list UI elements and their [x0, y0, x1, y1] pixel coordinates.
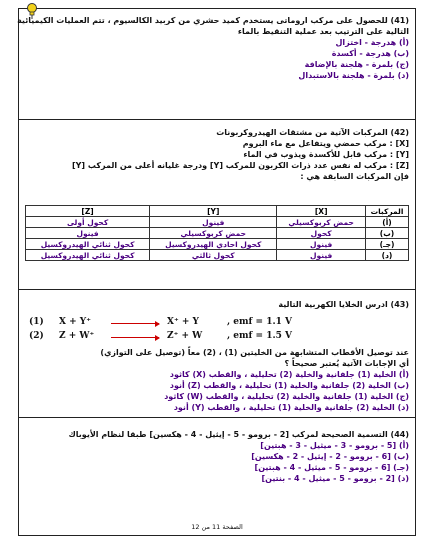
- question-stem: (43) ادرس الخلايا الكهربية التالية: [278, 300, 409, 309]
- option-d[interactable]: (د) بلمرة - هلجنة بالاستبدال: [298, 71, 409, 80]
- option-a[interactable]: (أ) [5 - برومو - 3 - ميثيل - 3 - هبتين]: [260, 441, 409, 450]
- equation-reactants: X + Y⁺: [59, 317, 91, 327]
- table-cell: كحول ثنائي الهيدروكسيل: [26, 239, 150, 250]
- table-row[interactable]: [26, 228, 409, 239]
- divider: [19, 417, 415, 418]
- table-cell: فينول: [277, 239, 366, 250]
- question-stem: التالية على الترتيب بعد عملية التنقيط بالماء: [237, 27, 409, 36]
- option-b[interactable]: (ب) الخلية (2) جلفانية والخلية (1) تحليلية ، والقطب (Z) أنود: [169, 381, 409, 390]
- table-row[interactable]: [26, 239, 409, 250]
- option-d[interactable]: (د) الخلية (2) جلفانية والخلية (1) تحليلية ، والقطب (Y) أنود: [173, 403, 409, 412]
- question-stem: (41) للحصول على مركب اروماتى يستخدم كميد حشري من كربيد الكالسيوم ، تتم العمليات الكيميائية: [17, 16, 409, 25]
- compounds-table: [25, 205, 409, 261]
- question-42: [25, 127, 409, 260]
- equation-number: (1): [29, 317, 44, 327]
- table-cell: فينول: [26, 228, 150, 239]
- question-prompt: أي الإجابات الآتية يُعتبر صحيحاً ؟: [284, 359, 409, 368]
- divider: [19, 289, 415, 290]
- option-b[interactable]: (ب) هدرجة - أكسدة: [331, 49, 409, 58]
- equation-reactants: Z + W⁺: [59, 331, 95, 341]
- equation-emf: , emf = 1.5 V: [227, 331, 292, 341]
- row-label: (جـ): [366, 239, 409, 250]
- option-c[interactable]: (جـ) [6 - برومو - 5 - ميثيل - 4 - هبتين]: [254, 463, 409, 472]
- row-label: (ب): [366, 228, 409, 239]
- table-cell: كحول احادي الهيدروكسيل: [150, 239, 277, 250]
- equation-emf: , emf = 1.1 V: [227, 317, 292, 327]
- table-header-cell: [Y]: [150, 206, 277, 217]
- question-stem: (42) المركبات الآتية من مشتقات الهيدروكربونات: [216, 128, 409, 137]
- question-prompt: فإن المركبات السابقة هي :: [300, 172, 409, 181]
- table-cell: فينول: [150, 217, 277, 228]
- question-44: [25, 429, 409, 484]
- equation-products: Z⁺ + W: [167, 331, 203, 341]
- question-context: عند توصيل الأقطاب المتشابهة من الخليتين (1) ، (2) معاً (توصيل على التوازي): [100, 348, 409, 357]
- option-c[interactable]: (ج) بلمرة - هلجنة بالإضافة: [304, 60, 409, 69]
- table-cell: حمض كربوكسيلي: [150, 228, 277, 239]
- table-cell: كحول أولى: [26, 217, 150, 228]
- equation-number: (2): [29, 331, 44, 341]
- table-cell: حمض كربوكسيلي: [277, 217, 366, 228]
- arrow-icon: [111, 323, 159, 324]
- question-43-body: [25, 347, 409, 413]
- divider: [19, 119, 415, 120]
- option-c[interactable]: (ج) الخلية (1) جلفانية والخلية (2) تحليلية ، والقطب (W) كاثود: [164, 392, 409, 401]
- table-cell: فينول: [277, 250, 366, 261]
- option-d[interactable]: (د) [2 - برومو - 5 - ميثيل - 4 - بنتين]: [261, 474, 409, 483]
- arrow-icon: [111, 337, 159, 338]
- question-stem: (44) التسمية الصحيحة لمركب [2 - برومو - 5 - إيثيل - 4 - هكسين] طبقا لنظام الأيوباك: [68, 430, 409, 439]
- table-cell: كحول ثالثي: [150, 250, 277, 261]
- equation-products: X⁺ + Y: [167, 317, 199, 327]
- table-header-cell: المركبات: [366, 206, 409, 217]
- table-cell: كحول: [277, 228, 366, 239]
- table-cell: كحول ثنائي الهيدروكسيل: [26, 250, 150, 261]
- table-row[interactable]: [26, 217, 409, 228]
- page-footer: الصفحة 11 من 12: [191, 523, 243, 531]
- table-row[interactable]: [26, 250, 409, 261]
- statement-y: [Y] : مركب قابل للأكسدة ويذوب في الماء: [243, 150, 409, 159]
- exam-page: [18, 8, 416, 536]
- table-header-cell: [Z]: [26, 206, 150, 217]
- row-label: (أ): [366, 217, 409, 228]
- row-label: (د): [366, 250, 409, 261]
- statement-x: [X] : مركب حمضي ويتفاعل مع ماء البروم: [242, 139, 409, 148]
- statement-z: [Z] : مركب له نفس عدد ذرات الكربون للمركب [Y] ودرجة غليانه أعلى من المركب [Y]: [71, 161, 409, 170]
- table-header-cell: [X]: [277, 206, 366, 217]
- option-a[interactable]: (أ) الخلية (1) جلفانية والخلية (2) تحليلية ، والقطب (X) كاثود: [169, 370, 409, 379]
- table-header: [26, 206, 409, 217]
- option-a[interactable]: (أ) هدرجة - اختزال: [335, 38, 409, 47]
- question-41: [17, 15, 409, 81]
- option-b[interactable]: (ب) [6 - برومو - 2 - إيثيل - 2 - هكسين]: [251, 452, 409, 461]
